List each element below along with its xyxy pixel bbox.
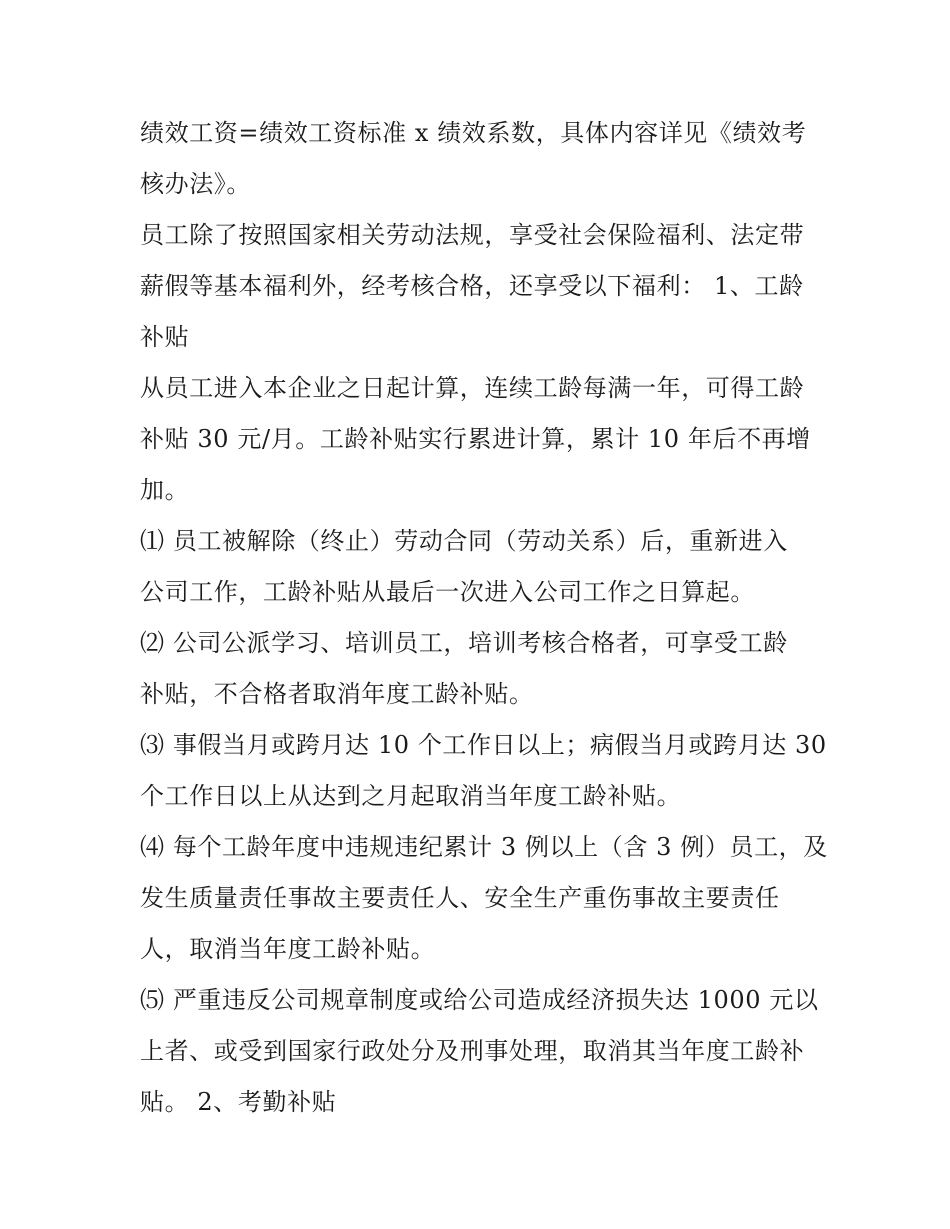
- text-line: ⑶ 事假当月或跨月达 10 个工作日以上；病假当月或跨月达 30: [140, 731, 827, 759]
- paragraph-item-4: [140, 822, 828, 975]
- paragraph-item-5: [140, 975, 819, 1128]
- text-line: ⑸ 严重违反公司规章制度或给公司造成经济损失达 1000 元以: [140, 986, 819, 1014]
- text-line: 贴。 2、考勤补贴: [140, 1088, 337, 1116]
- text-line: 公司工作，工龄补贴从最后一次进入公司工作之日算起。: [140, 578, 755, 606]
- paragraph-item-3: [140, 720, 827, 822]
- paragraph-welfare-intro: [140, 210, 812, 363]
- paragraph-performance-pay: [140, 108, 812, 210]
- text-line: 上者、或受到国家行政处分及刑事处理，取消其当年度工龄补: [140, 1037, 805, 1065]
- text-line: 人，取消当年度工龄补贴。: [140, 935, 436, 963]
- text-line: 补贴，不合格者取消年度工龄补贴。: [140, 680, 534, 708]
- text-line: 加。: [140, 476, 190, 504]
- paragraph-item-2: [140, 618, 812, 720]
- text-line: 绩效工资=绩效工资标准 x 绩效系数，具体内容详见《绩效考: [140, 119, 807, 147]
- text-line: 从员工进入本企业之日起计算，连续工龄每满一年，可得工龄: [140, 374, 805, 402]
- text-line: 核办法》。: [140, 170, 251, 198]
- paragraph-item-1: [140, 516, 812, 618]
- text-line: ⑵ 公司公派学习、培训员工，培训考核合格者，可享受工龄: [140, 629, 788, 657]
- text-line: 补贴 30 元/月。工龄补贴实行累进计算，累计 10 年后不再增: [140, 425, 811, 453]
- text-line: 薪假等基本福利外，经考核合格，还享受以下福利： 1、工龄: [140, 272, 804, 300]
- document-body: [140, 108, 828, 1128]
- text-line: 发生质量责任事故主要责任人、安全生产重伤事故主要责任: [140, 884, 780, 912]
- text-line: ⑴ 员工被解除（终止）劳动合同（劳动关系）后，重新进入: [140, 527, 788, 555]
- text-line: 个工作日以上从达到之月起取消当年度工龄补贴。: [140, 782, 682, 810]
- paragraph-seniority-calc: [140, 363, 812, 516]
- text-line: 员工除了按照国家相关劳动法规，享受社会保险福利、法定带: [140, 221, 805, 249]
- text-line: 补贴: [140, 323, 190, 351]
- text-line: ⑷ 每个工龄年度中违规违纪累计 3 例以上（含 3 例）员工，及: [140, 833, 828, 861]
